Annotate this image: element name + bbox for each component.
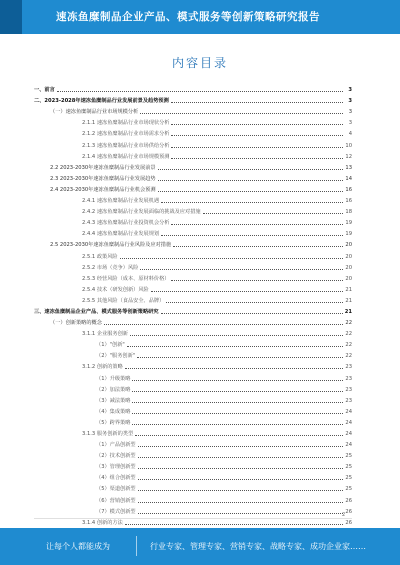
toc-leader-dots [140, 269, 343, 270]
toc-entry-text: （2）"服务创新" [96, 353, 136, 360]
toc-entry[interactable] [34, 93, 352, 104]
toc-entry[interactable] [34, 315, 352, 326]
toc-entry-text: 2.5.4 技术（研发创新）风险 [82, 286, 149, 293]
toc-entry-page: 23 [345, 364, 352, 371]
toc-leader-dots [132, 380, 343, 381]
toc-entry[interactable] [34, 126, 352, 137]
toc-entry-page: 25 [345, 486, 352, 493]
toc-entry-text: （5）渠道创新型 [96, 486, 136, 493]
toc-entry-text: 2.5.3 经营风险（成本、原材料价格） [82, 275, 170, 282]
toc-entry[interactable] [34, 293, 352, 304]
toc-entry-page: 16 [345, 186, 352, 193]
toc-entry-page: 24 [345, 431, 352, 437]
toc-leader-dots [104, 324, 343, 325]
toc-entry-text: （2）加法策略 [96, 386, 131, 393]
toc-entry-text: （1）产品创新型 [96, 442, 136, 449]
toc-entry-page: 21 [345, 286, 352, 293]
toc-entry-page: 20 [345, 253, 352, 260]
toc-entry[interactable] [34, 448, 352, 459]
table-of-contents [34, 82, 352, 526]
toc-entry[interactable] [34, 193, 352, 204]
footer-text: 让每个人都能成为 [46, 542, 110, 551]
toc-entry-text: 2.5 2023-2030年速冻鱼糜制品行业风险及应对措施 [50, 242, 172, 249]
toc-leader-dots [135, 435, 343, 436]
toc-entry-page: 4 [348, 131, 352, 138]
toc-leader-dots [132, 391, 343, 392]
toc-entry[interactable] [34, 282, 352, 293]
toc-entry-text: 3.1.4 创新的方法 [82, 519, 123, 526]
toc-entry-text: （6）营销创新型 [96, 497, 136, 504]
toc-entry[interactable] [34, 215, 352, 226]
toc-leader-dots [171, 124, 343, 125]
toc-leader-dots [171, 102, 343, 103]
toc-entry-page: 3 [348, 98, 352, 105]
footer-divider [34, 518, 352, 519]
header-accent-stripe [0, 0, 22, 34]
toc-entry[interactable] [34, 437, 352, 448]
toc-entry[interactable] [34, 104, 352, 115]
toc-leader-dots [138, 457, 343, 458]
toc-entry-page: 24 [345, 442, 352, 449]
toc-entry-text: 3.1.3 服务创新的类型 [82, 431, 134, 437]
page-marker: 2 [342, 512, 346, 518]
toc-entry-text: （1）"创新" [96, 342, 125, 349]
toc-entry-text: 3.1.2 创新的策略 [82, 364, 123, 371]
toc-entry-page: 26 [345, 508, 352, 515]
toc-entry[interactable] [34, 481, 352, 492]
toc-entry-text: 2.5.1 政策风险 [82, 253, 118, 260]
toc-entry-page: 13 [345, 164, 352, 171]
toc-entry-page: 22 [345, 320, 352, 327]
toc-entry-page: 20 [345, 264, 352, 271]
toc-entry-text: 2.4 2023-2030年速冻鱼糜制品行业机会预测 [50, 186, 156, 193]
toc-entry-text: （4）组合创新型 [96, 475, 136, 482]
toc-leader-dots [161, 235, 343, 236]
page-footer [0, 528, 400, 565]
toc-leader-dots [158, 180, 343, 181]
toc-entry[interactable] [34, 182, 352, 193]
toc-leader-dots [137, 357, 343, 358]
toc-leader-dots [138, 479, 343, 480]
toc-entry-page: 24 [345, 419, 352, 426]
toc-entry[interactable] [34, 204, 352, 215]
toc-entry-page: 22 [345, 331, 352, 338]
toc-entry[interactable] [34, 370, 352, 381]
toc-leader-dots [138, 513, 343, 514]
toc-entry-text: （一）创新策略的概念 [50, 320, 102, 327]
toc-entry[interactable] [34, 393, 352, 404]
toc-entry[interactable] [34, 459, 352, 470]
toc-entry-page: 22 [345, 342, 352, 349]
toc-entry[interactable] [34, 137, 352, 148]
toc-entry-text: （一）速冻鱼糜制品行业市场规模分析 [50, 109, 139, 116]
toc-entry-text: （7）模式创新型 [96, 508, 136, 515]
toc-entry-page: 25 [345, 475, 352, 482]
toc-leader-dots [158, 191, 343, 192]
footer-separator [136, 536, 137, 556]
toc-entry-page: 20 [345, 242, 352, 249]
toc-entry-text: 2.1.1 速冻鱼糜制品行业市场现状分析 [82, 120, 170, 127]
toc-leader-dots [138, 468, 343, 469]
toc-entry-text: （3）管理创新型 [96, 464, 136, 471]
toc-entry-text: 2.5.2 市场（竞争）风险 [82, 264, 139, 271]
toc-entry-page: 26 [345, 497, 352, 504]
toc-leader-dots [173, 246, 343, 247]
toc-entry-page: 25 [345, 453, 352, 460]
toc-entry[interactable] [34, 382, 352, 393]
toc-leader-dots [140, 113, 343, 114]
toc-leader-dots [138, 446, 343, 447]
toc-leader-dots [132, 413, 343, 414]
toc-leader-dots [138, 502, 343, 503]
toc-entry-text: 三、速冻鱼糜制品企业产品、模式服务等创新策略研究 [34, 308, 159, 315]
toc-entry-text: （3）减法策略 [96, 397, 131, 404]
toc-leader-dots [171, 224, 343, 225]
toc-leader-dots [127, 346, 343, 347]
toc-entry-text: 2.3 2023-2030年速冻鱼糜制品行业发展趋势 [50, 175, 156, 182]
toc-entry-text: （1）升级策略 [96, 375, 131, 382]
toc-leader-dots [130, 335, 343, 336]
toc-entry-text: 2.4.4 速冻鱼糜制品行业发展规划 [82, 231, 160, 238]
toc-entry-text: 3.1.1 企业服务创新 [82, 331, 128, 338]
toc-leader-dots [171, 158, 343, 159]
toc-entry-text: 2.5.5 其他风险（食品安全、品牌） [82, 297, 165, 304]
report-title: 速冻鱼糜制品企业产品、模式服务等创新策略研究报告 [56, 11, 320, 23]
toc-entry-text: 一、前言 [34, 87, 55, 94]
toc-entry-page: 18 [345, 209, 352, 216]
toc-leader-dots [161, 313, 343, 314]
toc-entry[interactable] [34, 149, 352, 160]
toc-entry-page: 20 [345, 275, 352, 282]
toc-leader-dots [125, 524, 343, 525]
toc-entry-page: 23 [345, 386, 352, 393]
toc-entry-text: 2.1.3 速冻鱼糜制品行业市场供给分析 [82, 142, 170, 149]
toc-entry-text: （5）跨界策略 [96, 419, 131, 426]
toc-entry[interactable] [34, 160, 352, 171]
toc-entry[interactable] [34, 304, 352, 315]
toc-leader-dots [158, 169, 343, 170]
toc-entry-page: 19 [345, 231, 352, 238]
toc-entry-text: 2.1.4 速冻鱼糜制品行业市场规模预测 [82, 153, 170, 160]
toc-entry[interactable] [34, 515, 352, 526]
toc-entry-page: 3 [348, 87, 352, 94]
toc-entry[interactable] [34, 248, 352, 259]
toc-entry[interactable] [34, 359, 352, 370]
toc-entry-text: （4）集成策略 [96, 408, 131, 415]
toc-entry-page: 10 [345, 142, 352, 149]
toc-entry-page: 16 [345, 198, 352, 205]
toc-entry-page: 22 [345, 353, 352, 360]
toc-entry[interactable] [34, 115, 352, 126]
toc-entry-page: 21 [345, 297, 352, 304]
toc-entry-text: 2.4.1 速冻鱼糜制品行业发展机遇 [82, 198, 160, 205]
toc-entry-page: 21 [344, 308, 352, 315]
toc-entry-page: 3 [348, 109, 352, 116]
toc-leader-dots [125, 368, 343, 369]
toc-entry[interactable] [34, 82, 352, 93]
toc-entry-page: 19 [345, 220, 352, 227]
footer-slogan: 行业专家、管理专家、营销专家、战略专家、成功企业家…… [150, 542, 366, 551]
toc-entry-page: 26 [345, 519, 352, 526]
toc-entry[interactable] [34, 171, 352, 182]
toc-leader-dots [171, 135, 343, 136]
toc-entry[interactable] [34, 271, 352, 282]
toc-entry[interactable] [34, 404, 352, 415]
toc-entry-text: 2.2 2023-2030年速冻鱼糜制品行业发展前景 [50, 164, 156, 171]
page-header [0, 0, 400, 34]
toc-entry-page: 25 [345, 464, 352, 471]
toc-entry-text: 2.1.2 速冻鱼糜制品行业市场需求分析 [82, 131, 170, 138]
toc-entry-text: 2.4.3 速冻鱼糜制品行业投资机会分析 [82, 220, 170, 227]
toc-entry-text: 2.4.2 速冻鱼糜制品行业发展面临的挑战及应对措施 [82, 209, 201, 216]
toc-leader-dots [161, 202, 343, 203]
toc-heading: 内容目录 [171, 56, 228, 70]
toc-leader-dots [171, 147, 343, 148]
toc-entry[interactable] [34, 260, 352, 271]
toc-entry[interactable] [34, 426, 352, 437]
toc-entry[interactable] [34, 237, 352, 248]
toc-leader-dots [151, 291, 343, 292]
toc-entry-page: 24 [345, 408, 352, 415]
toc-entry[interactable] [34, 326, 352, 337]
toc-entry-page: 23 [345, 375, 352, 382]
toc-leader-dots [132, 424, 343, 425]
toc-entry-text: 二、2023-2028年速冻鱼糜制品行业发展前景及趋势预测 [34, 98, 169, 105]
toc-entry[interactable] [34, 470, 352, 481]
toc-entry[interactable] [34, 348, 352, 359]
toc-entry-page: 3 [348, 120, 352, 127]
toc-entry-page: 14 [345, 175, 352, 182]
toc-entry-page: 23 [345, 397, 352, 404]
toc-entry[interactable] [34, 226, 352, 237]
toc-leader-dots [171, 280, 343, 281]
toc-leader-dots [166, 302, 343, 303]
toc-entry-page: 12 [345, 153, 352, 160]
toc-entry[interactable] [34, 504, 352, 515]
toc-leader-dots [120, 258, 343, 259]
toc-leader-dots [138, 490, 343, 491]
toc-leader-dots [57, 91, 343, 92]
toc-leader-dots [203, 213, 343, 214]
toc-entry[interactable] [34, 337, 352, 348]
toc-entry-text: （2）技术创新型 [96, 453, 136, 460]
toc-entry[interactable] [34, 415, 352, 426]
toc-leader-dots [132, 402, 343, 403]
toc-entry[interactable] [34, 492, 352, 503]
